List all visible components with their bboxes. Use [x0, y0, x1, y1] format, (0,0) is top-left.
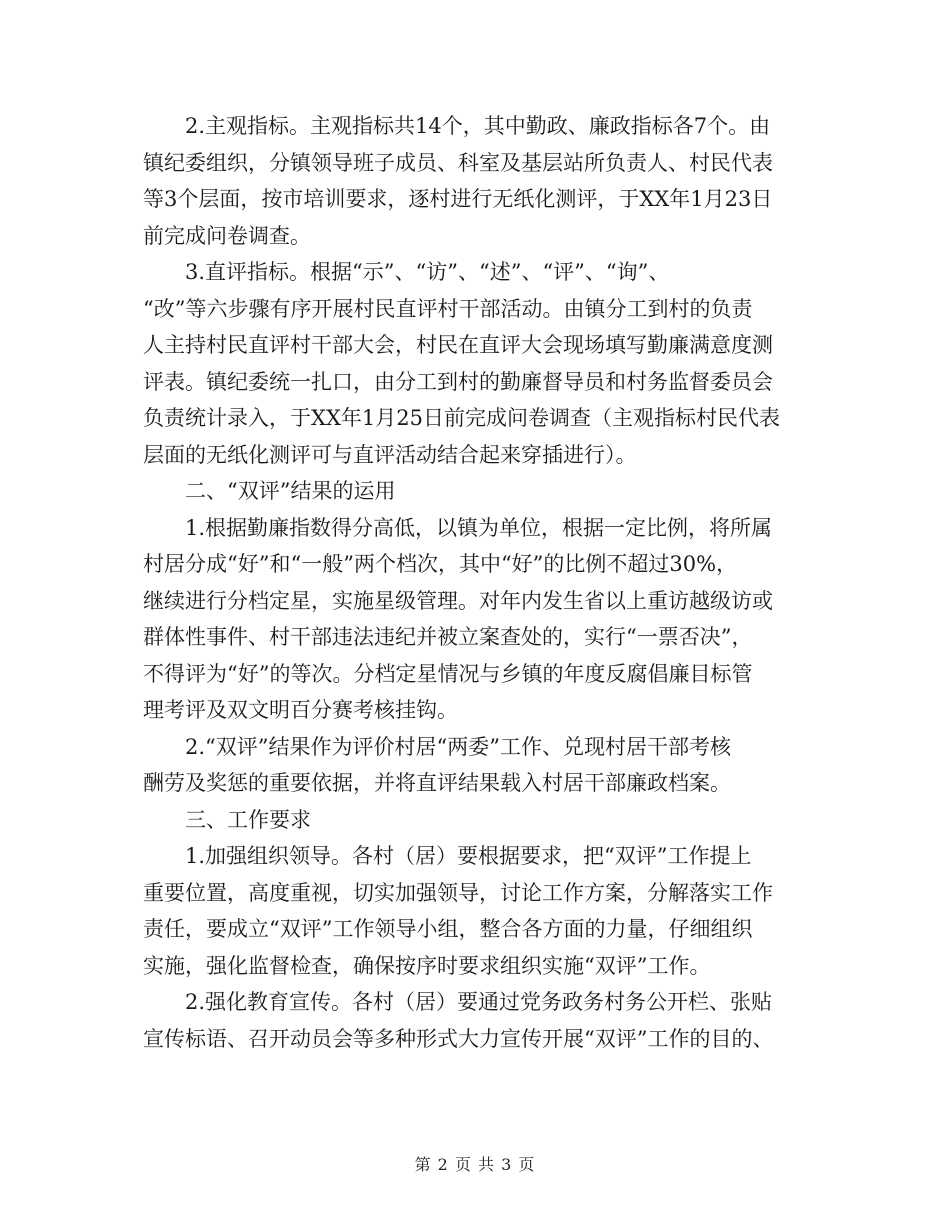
paragraph-strengthen-leadership: 1.加强组织领导。各村（居）要根据要求，把“双评”工作提上 重要位置，高度重视，切实加强领导，讨论工作方案，分解落实工作 责任，要成立“双评”工作领导小组，整合各方面的力量，仔细组织 实施，强化监督检查，确保按序时要求组织实施“双评”工作。 — [143, 844, 773, 978]
section-heading-results-application: 二、“双评”结果的运用 — [143, 479, 396, 503]
paragraph-results-basis: 2.“双评”结果作为评价村居“两委”工作、兑现村居干部考核 酬劳及奖惩的重要依据，并将直评结果载入村居干部廉政档案。 — [143, 734, 731, 795]
paragraph-strengthen-publicity: 2.强化教育宣传。各村（居）要通过党务政务村务公开栏、张贴 宣传标语、召开动员会等多种形式大力宣传开展“双评”工作的目的、 — [143, 990, 774, 1051]
paragraph-results-grading: 1.根据勤廉指数得分高低，以镇为单位，根据一定比例，将所属 村居分成“好”和“一般”两个档次，其中“好”的比例不超过30%， 继续进行分档定星，实施星级管理。对年内发生省以上重访越级访或 群体性事件、村干部违法违纪并被立案查处的，实行“一票否决”， 不得评为“好”的等次。分档定星情况与乡镇的年度反腐倡廉目标管 理考评及双文明百分赛考核挂钩。 — [143, 515, 773, 722]
section-heading-work-requirements: 三、工作要求 — [143, 807, 311, 832]
paragraph-subjective-indicators: 2.主观指标。主观指标共14个，其中勤政、廉政指标各7个。由 镇纪委组织，分镇领导班子成员、科室及基层站所负责人、村民代表 等3个层面，按市培训要求，逐村进行无纸化测评，于XX年1月23日 前完成问卷调查。 — [143, 114, 773, 248]
paragraph-direct-evaluation-indicators: 3.直评指标。根据“示”、“访”、“述”、“评”、“询”、 “改”等六步骤有序开展村民直评村干部活动。由镇分工到村的负责 人主持村民直评村干部大会，村民在直评大会现场填写勤廉满意度测 评表。镇纪委统一扎口，由分工到村的勤廉督导员和村务监督委员会 负责统计录入，于XX年1月25日前完成问卷调查（主观指标村民代表 层面的无纸化测评可与直评活动结合起来穿插进行）。 — [143, 260, 780, 467]
page-number-footer: 第 2 页 共 3 页 — [414, 1155, 536, 1174]
document-body — [143, 108, 813, 1057]
